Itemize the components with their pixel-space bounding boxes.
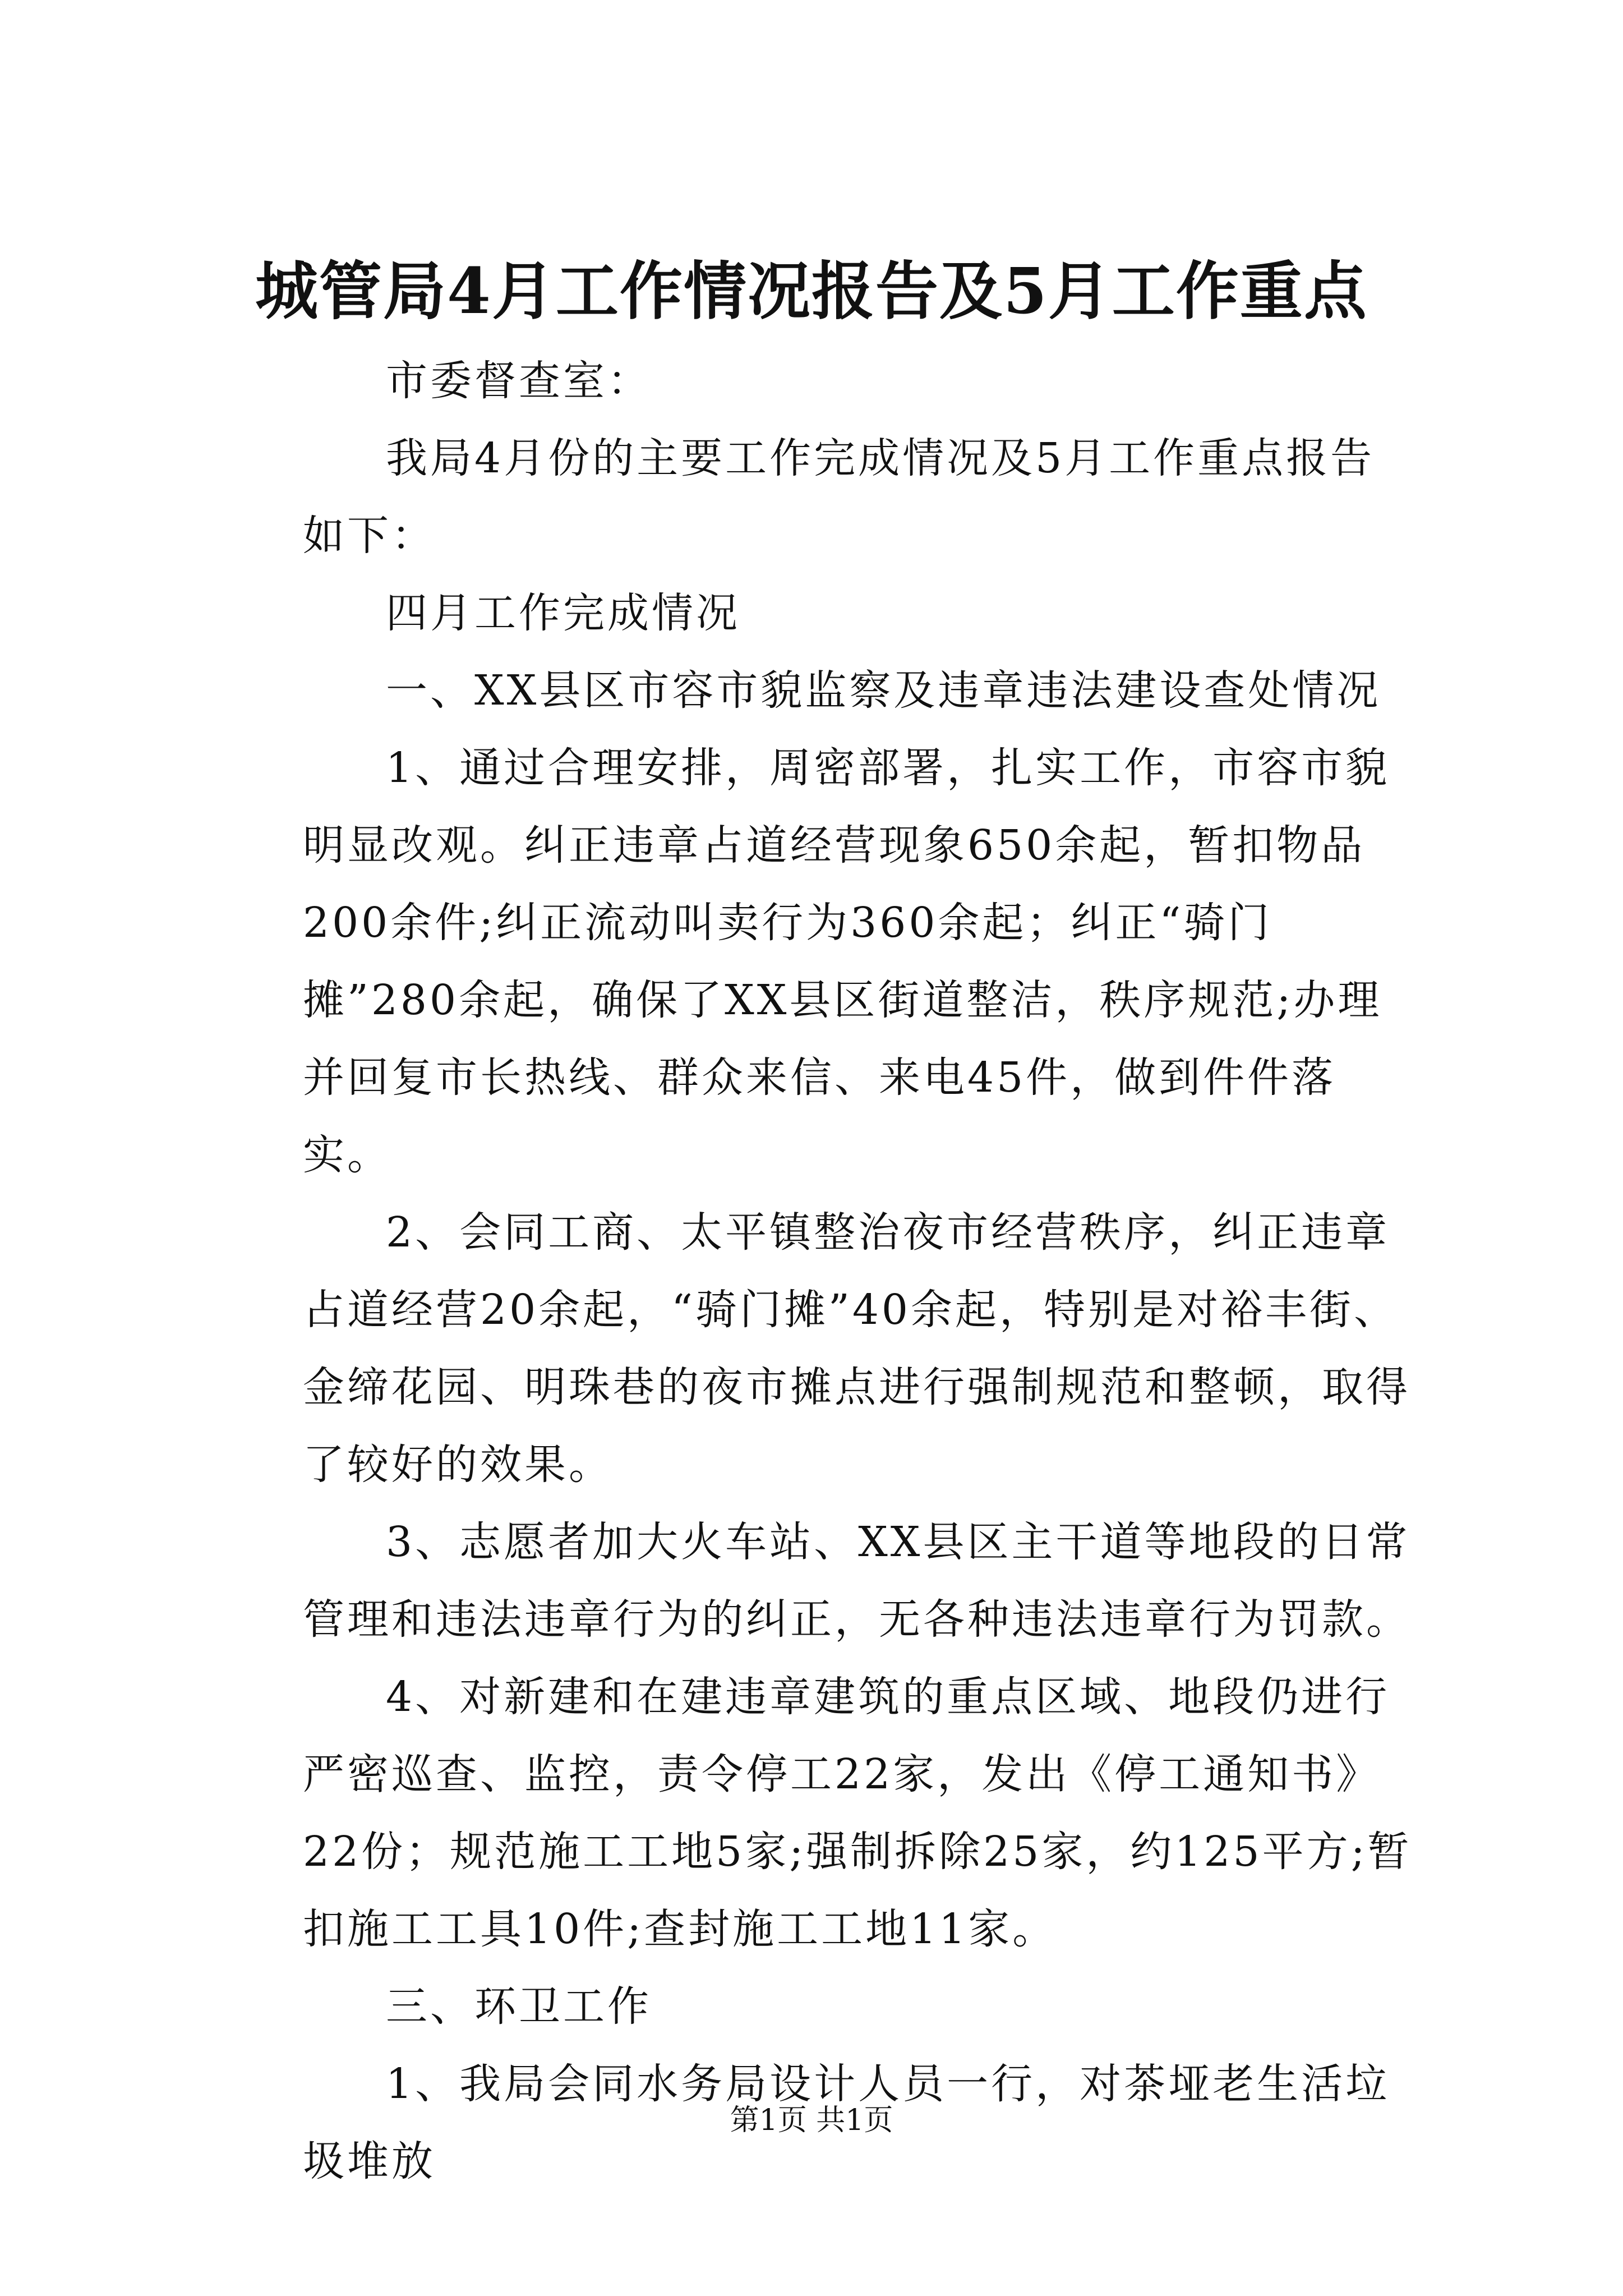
paragraph-item-4: 4、对新建和在建违章建筑的重点区域、地段仍进行严密巡查、监控，责令停工22家，发出《停工通知书》22份；规范施工工地5家;强制拆除25家，约125平方;暂扣施工工具10件;查封施工工地11家。 [303,1673,1412,1953]
paragraph-item-2: 2、会同工商、太平镇整治夜市经营秩序，纠正违章占道经营20余起，“骑门摊”40余起，特别是对裕丰街、金缔花园、明珠巷的夜市摊点进行强制规范和整顿，取得了较好的效果。 [303,1208,1410,1489]
document-body [303,342,1419,2200]
document-title: 城管局4月工作情况报告及5月工作重点 [255,255,1368,328]
section-heading-1: 一、XX县区市容市貌监察及违章违法建设查处情况 [386,666,1381,715]
paragraph-sanitation-1: 1、我局会同水务局设计人员一行，对茶垭老生活垃圾堆放 [303,2060,1390,2185]
paragraph-item-1: 1、通过合理安排，周密部署，扎实工作，市容市貌明显改观。纠正违章占道经营现象650余起，暂扣物品200余件;纠正流动叫卖行为360余起；纠正“骑门摊”280余起，确保了XX县区街道整洁，秩序规范;办理并回复市长热线、群众来信、来电45件，做到件件落实。 [303,744,1390,1179]
page-footer: 第1页 共1页 [730,2104,893,2137]
section-heading-april: 四月工作完成情况 [386,589,740,637]
section-heading-3: 三、环卫工作 [386,1982,652,2031]
salutation: 市委督查室： [386,357,652,405]
paragraph-item-3: 3、志愿者加大火车站、XX县区主干道等地段的日常管理和违法违章行为的纠正，无各种违法违章行为罚款。 [303,1518,1410,1644]
intro-paragraph: 我局4月份的主要工作完成情况及5月工作重点报告如下： [303,434,1375,560]
